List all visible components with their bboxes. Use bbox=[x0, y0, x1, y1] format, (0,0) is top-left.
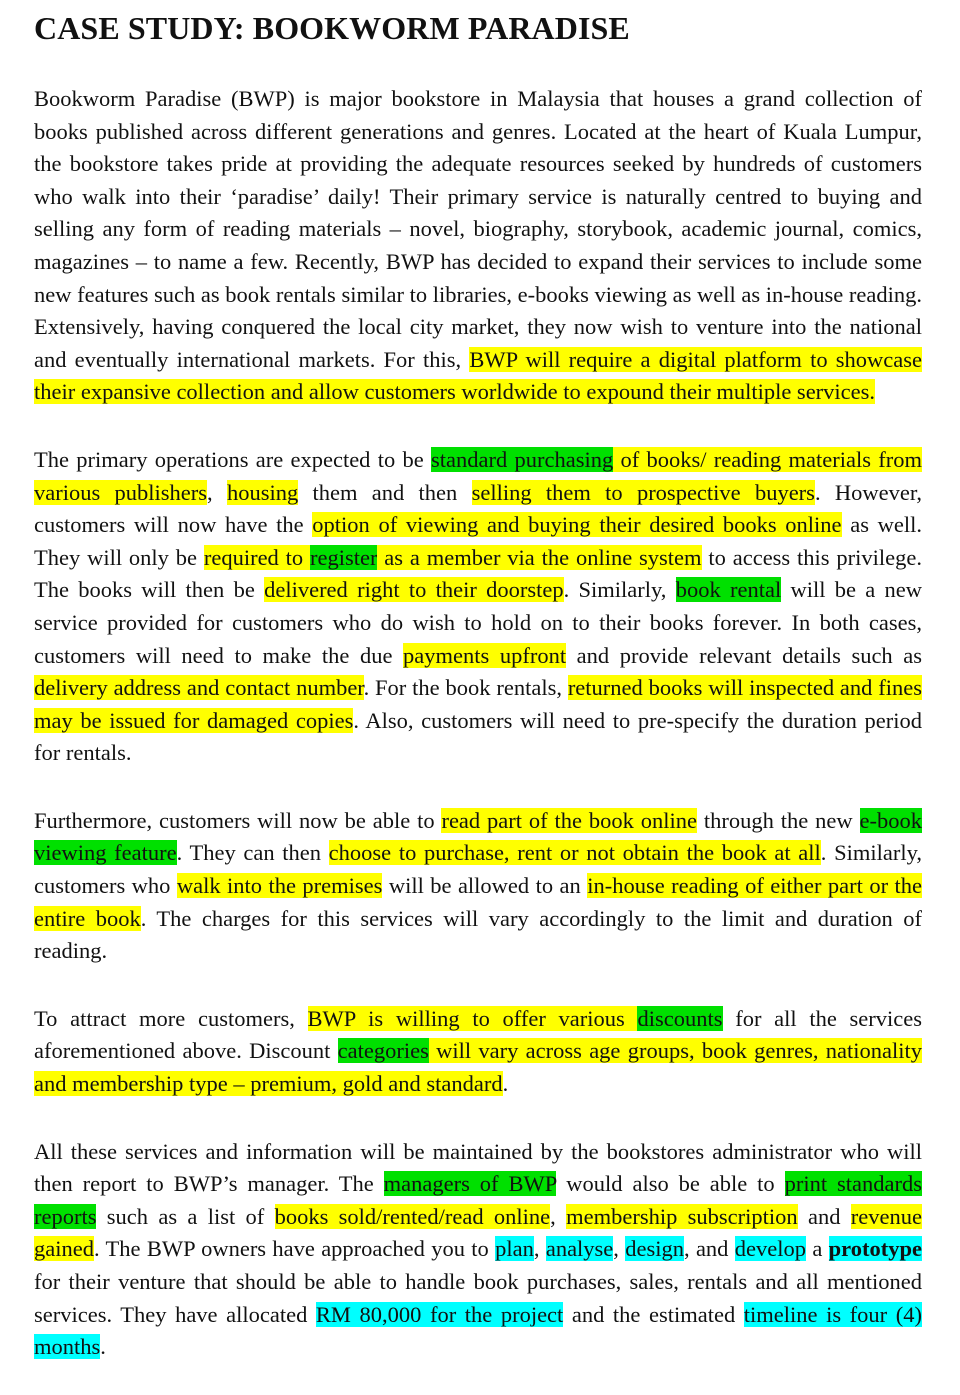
highlighted-text-green: book rental bbox=[675, 577, 782, 603]
highlighted-text-yellow: selling them to prospective buyers bbox=[471, 479, 815, 505]
highlighted-text-cyan: analyse bbox=[545, 1236, 614, 1262]
highlighted-text-green: e-book viewing feature bbox=[34, 807, 923, 866]
highlighted-text-yellow: as a member via the online system bbox=[377, 544, 702, 570]
body-text: , bbox=[550, 1203, 567, 1229]
body-text: All these services and information will be maintained by the bookstores administrator who will then report to BWP’s manager. The bbox=[34, 1138, 922, 1197]
body-text: . The charges for this services will vary accordingly to the limit and duration of reading. bbox=[34, 905, 923, 964]
highlighted-text-cyan: RM 80,000 for the project bbox=[315, 1301, 564, 1327]
highlighted-text-yellow: option of viewing and buying their desired books online bbox=[312, 512, 842, 538]
highlighted-text-yellow: payments upfront bbox=[403, 642, 567, 668]
body-text: would also be able to bbox=[556, 1171, 785, 1197]
highlighted-text-cyan: develop bbox=[734, 1236, 806, 1262]
highlighted-text-yellow: read part of the book online bbox=[441, 807, 698, 833]
body-text: through the new bbox=[697, 807, 860, 833]
body-text: . They can then bbox=[176, 840, 329, 866]
highlighted-text-yellow: books sold/rented/read online bbox=[274, 1203, 551, 1229]
highlighted-text-cyan: design bbox=[625, 1236, 684, 1262]
body-text: , bbox=[207, 479, 227, 505]
body-text: . However, customers will now have the bbox=[34, 479, 923, 538]
body-text: and provide relevant details such as bbox=[566, 642, 923, 668]
highlighted-text-yellow: required to bbox=[203, 544, 310, 570]
body-text: will be allowed to an bbox=[382, 873, 588, 899]
highlighted-text-yellow: of books/ reading materials from various publishers bbox=[34, 446, 922, 505]
body-text: . bbox=[502, 1071, 509, 1097]
body-text: , and bbox=[684, 1236, 735, 1262]
body-text: as well. They will only be bbox=[34, 512, 922, 570]
highlighted-text-yellow: housing bbox=[226, 479, 299, 505]
paragraph-discounts bbox=[34, 1003, 922, 1101]
highlighted-text-green: register bbox=[310, 544, 378, 570]
paragraph-intro bbox=[34, 83, 922, 409]
paragraph-reports-project bbox=[34, 1136, 922, 1364]
body-text: The primary operations are expected to be bbox=[34, 446, 431, 472]
highlighted-text-cyan: prototype bbox=[828, 1236, 922, 1262]
body-text: to access this privilege. The books will then be bbox=[34, 544, 922, 603]
body-text: . Similarly, customers who bbox=[34, 840, 922, 899]
highlighted-text-yellow: delivery address and contact number bbox=[34, 675, 364, 701]
body-text: Bookworm Paradise (BWP) is major bookstore in Malaysia that houses a grand collection of books published across different generations and genres. Located at the heart of Kuala Lumpur, the bookstore takes pride at providing the adequate resources seeked by hundreds of customers who walk into their ‘paradise’ daily! Their primary service is naturally centred to buying and selling any form of reading materials – novel, biography, storybook, academic journal, comics, magazines – to name a few. Recently, BWP has decided to expand their services to include some new features such as book rentals similar to libraries, e-books viewing as well as in-house reading. Extensively, having conquered the local city market, they now wish to venture into the national and eventually international markets. For this, bbox=[34, 86, 922, 372]
body-text: . The BWP owners have approached you to bbox=[93, 1236, 496, 1262]
highlighted-text-cyan: plan bbox=[495, 1236, 534, 1262]
highlighted-text-green: discounts bbox=[637, 1005, 723, 1031]
body-text: such as a list of bbox=[96, 1203, 275, 1229]
highlighted-text-cyan: timeline is four (4) months bbox=[34, 1301, 922, 1360]
document-body bbox=[34, 83, 922, 1364]
highlighted-text-yellow: walk into the premises bbox=[176, 873, 383, 899]
paragraph-ebook-features bbox=[34, 805, 922, 968]
body-text: them and then bbox=[298, 479, 472, 505]
body-text: a bbox=[806, 1236, 829, 1262]
body-text: will be a new service provided for customers who do wish to hold on to their books forever. In both cases, customers will need to make the due bbox=[34, 577, 923, 668]
body-text: Furthermore, customers will now be able to bbox=[34, 807, 442, 833]
body-text: . bbox=[100, 1334, 106, 1360]
highlighted-text-yellow: BWP is willing to offer various bbox=[307, 1005, 638, 1031]
highlighted-text-yellow: will vary across age groups, book genres, nationality and membership type – premium, gold and standard bbox=[34, 1038, 922, 1097]
highlighted-text-yellow: delivered right to their doorstep bbox=[264, 577, 564, 603]
body-text: . For the book rentals, bbox=[363, 675, 568, 701]
highlighted-text-green: standard purchasing bbox=[430, 446, 614, 472]
document-title: CASE STUDY: BOOKWORM PARADISE bbox=[34, 10, 630, 46]
body-text: To attract more customers, bbox=[34, 1005, 308, 1031]
highlighted-text-green: categories bbox=[337, 1038, 429, 1064]
body-text: . Also, customers will need to pre-specify the duration period for rentals. bbox=[34, 707, 922, 766]
paragraph-operations bbox=[34, 444, 922, 770]
body-text: and the estimated bbox=[563, 1301, 744, 1327]
highlighted-text-green: print standards reports bbox=[34, 1171, 922, 1229]
body-text: , bbox=[613, 1236, 626, 1262]
highlighted-text-yellow: in-house reading of either part or the entire book bbox=[34, 873, 922, 931]
highlighted-text-yellow: revenue gained bbox=[34, 1203, 922, 1262]
body-text: and bbox=[797, 1203, 851, 1229]
highlighted-text-green: managers of BWP bbox=[383, 1171, 557, 1197]
highlighted-text-yellow: BWP will require a digital platform to showcase their expansive collection and allow customers worldwide to expound their multiple services. bbox=[34, 346, 923, 405]
body-text: , bbox=[533, 1236, 546, 1262]
body-text: for all the services aforementioned above. Discount bbox=[34, 1005, 922, 1064]
highlighted-text-yellow: returned books will inspected and fines may be issued for damaged copies bbox=[34, 675, 922, 733]
body-text: for their venture that should be able to handle book purchases, sales, rentals and all mentioned services. They have allocated bbox=[34, 1269, 922, 1327]
highlighted-text-yellow: choose to purchase, rent or not obtain the book at all bbox=[328, 840, 821, 866]
body-text: . Similarly, bbox=[563, 577, 676, 603]
highlighted-text-yellow: membership subscription bbox=[566, 1203, 798, 1229]
